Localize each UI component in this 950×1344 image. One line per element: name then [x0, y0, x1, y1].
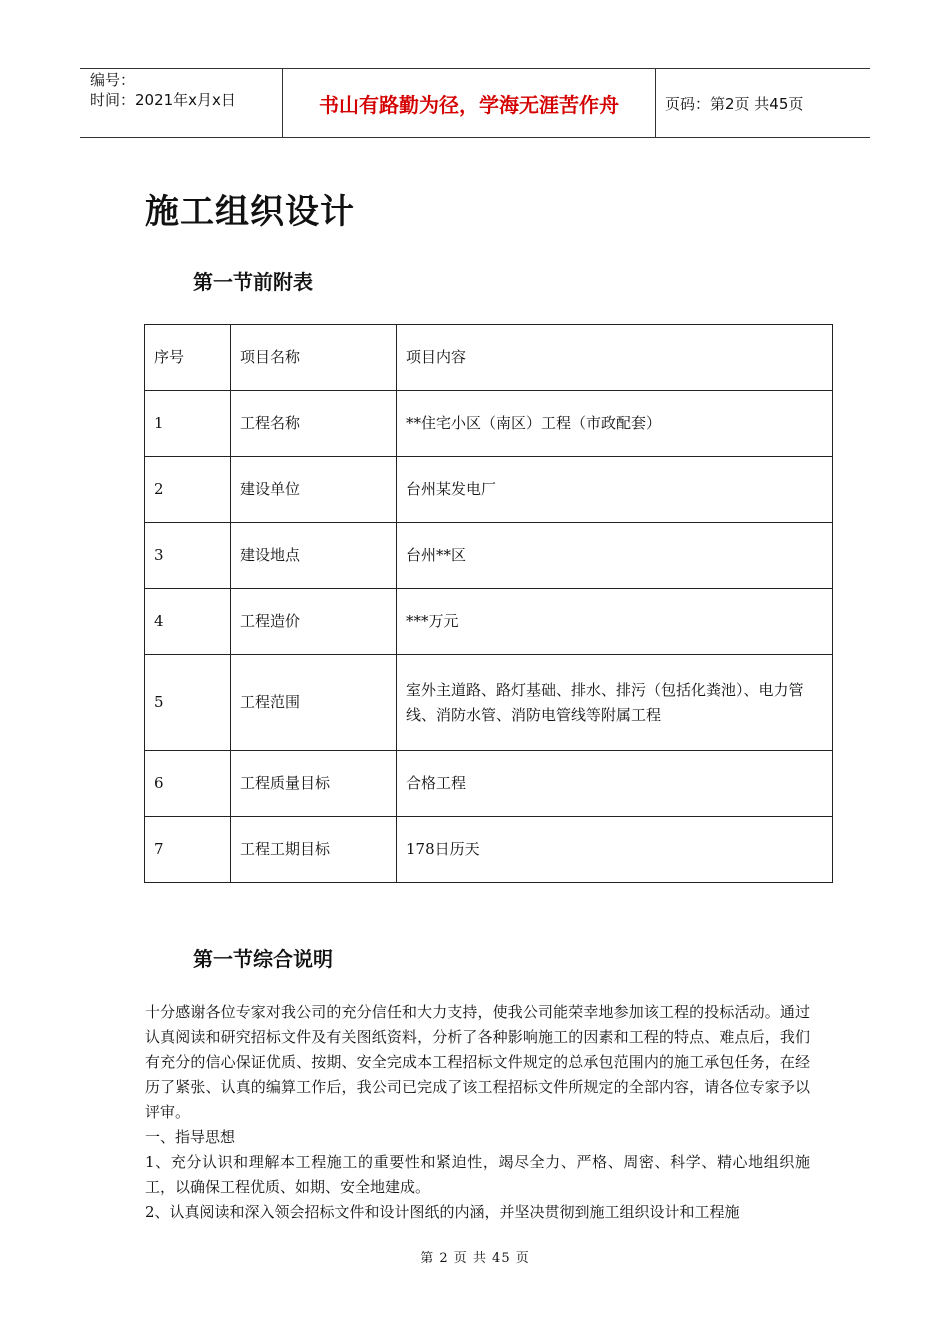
page-footer: 第 2 页 共 45 页	[420, 1251, 530, 1266]
table-cell: 建设单位	[231, 457, 397, 523]
table-cell: 工程造价	[231, 589, 397, 655]
header-motto: 书山有路勤为径，学海无涯苦作舟	[282, 69, 656, 137]
table-cell: 7	[145, 817, 231, 883]
table-cell: 2	[145, 457, 231, 523]
table-cell: **住宅小区（南区）工程（市政配套）	[397, 391, 833, 457]
table-cell: 建设地点	[231, 523, 397, 589]
table-cell: 工程名称	[231, 391, 397, 457]
paragraph: 一、指导思想	[145, 1128, 236, 1146]
document-time-label: 时间：2021年x月x日	[90, 91, 236, 109]
table-row	[145, 655, 833, 751]
table-row	[145, 817, 833, 883]
table-cell: 工程工期目标	[231, 817, 397, 883]
body-text	[145, 1000, 810, 1225]
table-header-row	[145, 325, 833, 391]
section-title-preface-table: 第一节前附表	[193, 270, 313, 294]
table-cell: 6	[145, 751, 231, 817]
table-cell: 1	[145, 391, 231, 457]
table-header-cell: 序号	[145, 325, 231, 391]
table-header-cell: 项目名称	[231, 325, 397, 391]
table-cell: 合格工程	[397, 751, 833, 817]
table-row	[145, 589, 833, 655]
table-row	[145, 523, 833, 589]
table-cell: 工程范围	[231, 655, 397, 751]
paragraph: 2、认真阅读和深入领会招标文件和设计图纸的内涵，并坚决贯彻到施工组织设计和工程施	[145, 1203, 740, 1221]
page-header	[80, 68, 870, 138]
table-cell: 3	[145, 523, 231, 589]
table-cell: ***万元	[397, 589, 833, 655]
table-header-cell: 项目内容	[397, 325, 833, 391]
document-title: 施工组织设计	[145, 192, 355, 232]
table-cell: 178日历天	[397, 817, 833, 883]
header-page-info: 页码：第2页 共45页	[665, 94, 804, 113]
section-title-general-description: 第一节综合说明	[193, 947, 333, 971]
header-meta	[80, 69, 282, 137]
table-cell: 5	[145, 655, 231, 751]
project-info-table	[144, 324, 833, 883]
table-cell: 台州**区	[397, 523, 833, 589]
table-row	[145, 391, 833, 457]
paragraph: 十分感谢各位专家对我公司的充分信任和大力支持，使我公司能荣幸地参加该工程的投标活动。通过认真阅读和研究招标文件及有关图纸资料，分析了各种影响施工的因素和工程的特点、难点后，我们有充分的信心保证优质、按期、安全完成本工程招标文件规定的总承包范围内的施工承包任务，在经历了紧张、认真的编算工作后，我公司已完成了该工程招标文件所规定的全部内容，请各位专家予以评审。	[145, 1003, 810, 1121]
table-cell: 台州某发电厂	[397, 457, 833, 523]
document-number-label: 编号：	[90, 71, 136, 89]
paragraph: 1、充分认识和理解本工程施工的重要性和紧迫性，竭尽全力、严格、周密、科学、精心地组织施工，以确保工程优质、如期、安全地建成。	[145, 1153, 810, 1196]
table-row	[145, 751, 833, 817]
table-cell: 室外主道路、路灯基础、排水、排污（包括化粪池）、电力管线、消防水管、消防电管线等附属工程	[397, 655, 833, 751]
table-cell: 工程质量目标	[231, 751, 397, 817]
table-cell: 4	[145, 589, 231, 655]
table-row	[145, 457, 833, 523]
